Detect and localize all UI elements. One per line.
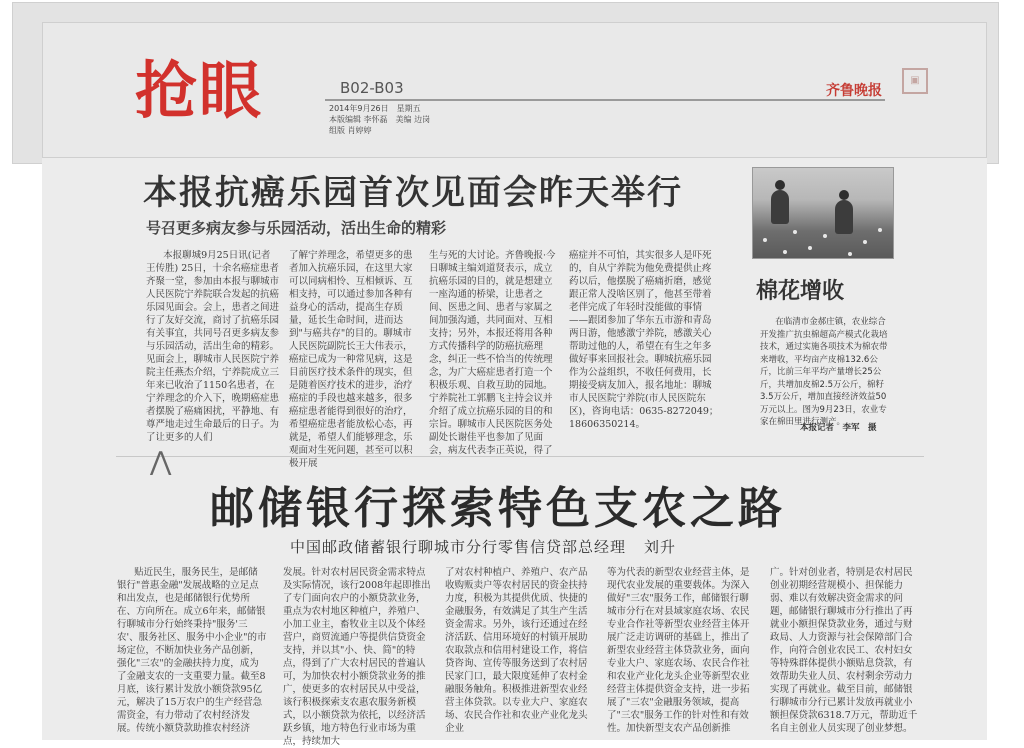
article1-column-1 [146, 249, 280, 446]
masthead-meta [329, 103, 489, 136]
article2-headline: 邮储银行探索特色支农之路 [210, 483, 786, 534]
article1-col2-text: 了解宁养理念，希望更多的患者加入抗癌乐园，在这里大家可以同病相怜、互相倾诉、互相支持，可以通过参加各种有益身心的活动，提高生存质量，延长生命时间，进而达到"与癌共存"的目的。聊城市人民医院副院长王大伟表示，癌症已成为一种常见病，这是目前医疗技术条件的现实，但是随着医疗技术的进步，治疗癌症的手段也越来越多，很多癌症患者能得到很好的治疗，希望癌症患者能放松心态，再就是，希望人们能够理念，乐观面对生死问题，甚至可以积极开展 [289, 250, 413, 469]
page-numbers: B02-B03 [340, 79, 404, 97]
article1-subhead: 号召更多病友参与乐园活动，活出生命的精彩 [146, 219, 447, 237]
article2-col3-text: 了对农村种植户、养殖户、农产品收购贩卖户等农村居民的资金扶持力度，积极为其提供优质、快捷的金融服务，有效满足了其生产生活资金需求。另外，该行还通过在经济活跃、信用环境好的村镇开展助农取款点和信用村建设工作，将信贷咨询、宣传等服务送到了农村居民家门口，最大限度延伸了农村金融服务触角。积极推进新型农业经营主体贷款。以专业大户、家庭农场、农民合作社和农业产业化龙头企业 [445, 567, 588, 734]
article2-byline [290, 536, 676, 557]
article2-col2-text: 发展。针对农村居民资金需求特点及实际情况，该行2008年起即推出了专门面向农户的小额贷款业务，重点为农村地区种植户，养殖户、小加工业主，畜牧业主以及个体经营户，商贸流通户等提供信贷资金支持，并以其"小、快、简"的特点，得到了广大农村居民的普遍认可，为加快农村小额贷款业务的推广，使更多的农村居民从中受益，该行积极探索支农惠农服务新模式，以小额贷款为依托，以经济活跃乡镇，地方特色行业市场为重点，持续加大 [283, 567, 431, 747]
masthead-rule [325, 99, 885, 101]
decorative-mark-icon: ⋀ [150, 447, 172, 477]
section-divider [116, 456, 924, 457]
article1-col1-text: 本报聊城9月25日讯(记者 王传胜) 25日，十余名癌症患者齐聚一堂，参加由本报与聊城市人民医院宁养院联合发起的抗癌乐园见面会。会上，患者之间进行了友好交流，商讨了抗癌乐园有关事宜，共同号召更多病友参与乐园活动，活出生命的精彩。见面会上，聊城市人民医院宁养院主任燕杰介绍，宁养院成立三年来已收治了1150名患者，在宁养理念的介入下，晚期癌症患者摆脱了癌痛困扰，平静地、有尊严地走过生命最后的日子。为了让更多的人们 [146, 250, 280, 443]
byline-name: 刘升 [644, 538, 677, 556]
photo-title: 棉花增收 [756, 279, 845, 304]
article2-col1-text: 贴近民生，服务民生，是邮储银行"普惠金融"发展战略的立足点和出发点，也是邮储银行优势所在、方向所在。成立6年来，邮储银行聊城市分行始终秉持"服务'三农'、服务社区、服务中小企业"的市场定位，不断加快业务产品创新，强化"三农"的金融扶持力度，成为了金融支农的一支重要力量。截至8月底，该行累计发放小额贷款95亿元，解决了15万农户的生产经营急需资金，有力带动了农村经济发展。传统小额贷款助推农村经济 [117, 567, 267, 734]
article2-col4-text: 等为代表的新型农业经营主体，是现代农业发展的重要载体。为深入做好"三农"服务工作，邮储银行聊城市分行在对县域家庭农场、农民专业合作社等新型农业经营主体开展广泛走访调研的基础上，推出了新型农业经营主体贷款业务，面向专业大户、家庭农场、农民合作社和农业产业化龙头企业等新型农业经营主体提供资金支持，进一步拓展了"三农"金融服务领域，提高了"三农"服务工作的针对性和有效性。加快新型支农产品创新推 [607, 567, 750, 734]
article2-column-3 [445, 566, 595, 736]
byline-title: 中国邮政储蓄银行聊城市分行零售信贷部总经理 [290, 538, 627, 556]
article1-column-4 [569, 249, 719, 446]
photo-credit: 本报记者 李军 摄 [800, 423, 877, 433]
date-line: 2014年9月26日 星期五 [329, 104, 421, 113]
section-title: 抢眼 [135, 54, 264, 127]
article1-headline: 本报抗癌乐园首次见面会昨天举行 [143, 173, 683, 213]
article1-column-3 [429, 249, 561, 456]
article2-column-1 [117, 566, 267, 736]
seal-icon: ▣ [902, 68, 928, 94]
article2-col5-text: 广。针对创业者，特别是农村居民创业初期经营规模小、担保能力弱、难以有效解决资金需求的问题，邮储银行聊城市分行推出了再就业小额担保贷款业务，通过与财政局、人力资源与社会保障部门合作，向符合创业农民工、农村妇女等特殊群体提供小额贴息贷款，有效帮助失业人员、农村剩余劳动力实现了再就业。截至目前，邮储银行聊城市分行已累计发放再就业小额担保贷款6318.7万元，帮助近千名自主创业人员实现了创业梦想。 [770, 567, 918, 734]
editor-line: 本版编辑 李怀磊 美编 边岗 [329, 115, 431, 124]
cotton-field-photo [752, 167, 894, 259]
article2-column-4 [607, 566, 757, 736]
article1-col3-text: 生与死的大讨论。齐鲁晚报·今日聊城主编刘道贤表示，成立抗癌乐园的目的，就是想建立一座沟通的桥梁，让患者之间、医患之间、患者与家属之间加强沟通，共同面对、互相支持；另外，本报还将用各种方式传播科学的防癌抗癌理念，纠正一些不恰当的传统理念，为广大癌症患者打造一个积极乐观、自救互助的园地。宁养院社工郭鹏飞主持会议并介绍了成立抗癌乐园的目的和宗旨。聊城市人民医院医务处副处长谢佳平也参加了见面会，病友代表李正英说，得了 [429, 250, 556, 456]
article1-column-2 [289, 249, 421, 469]
newspaper-logo: 齐鲁晚报 [826, 83, 882, 99]
article1-col4-text: 癌症并不可怕，其实很多人是吓死的，自从宁养院为他免费提供止疼药以后，他摆脱了癌痛折磨，感觉跟正常人没啥区别了，他甚至带着老伴完成了年轻时没能做的事情——跟团参加了华东五市游和青岛两日游，他感激宁养院，感激关心帮助过他的人，希望在有生之年多做好事来回报社会。聊城抗癌乐园作为公益组织，不收任何费用，长期接受病友加入，报名地址：聊城市人民医院宁养院(市人民医院东区)，咨询电话：0635-8272049；18606350214。 [569, 250, 719, 430]
article2-column-2 [283, 566, 433, 747]
photo-caption: 在临清市金郝庄镇，农业综合开发推广抗虫棉超高产模式化栽培技术，通过实施各项技术为棉农带来增收，平均亩产皮棉132.6公斤，比前三年平均产量增长25公斤，共增加皮棉2.5万公斤，棉籽3.5万公斤，增加直接经济效益50万元以上。图为9月23日，农业专家在棉田里进行测产。 [760, 317, 888, 427]
proof-line: 组版 肖婷婷 [329, 126, 372, 135]
article2-column-5 [770, 566, 920, 736]
